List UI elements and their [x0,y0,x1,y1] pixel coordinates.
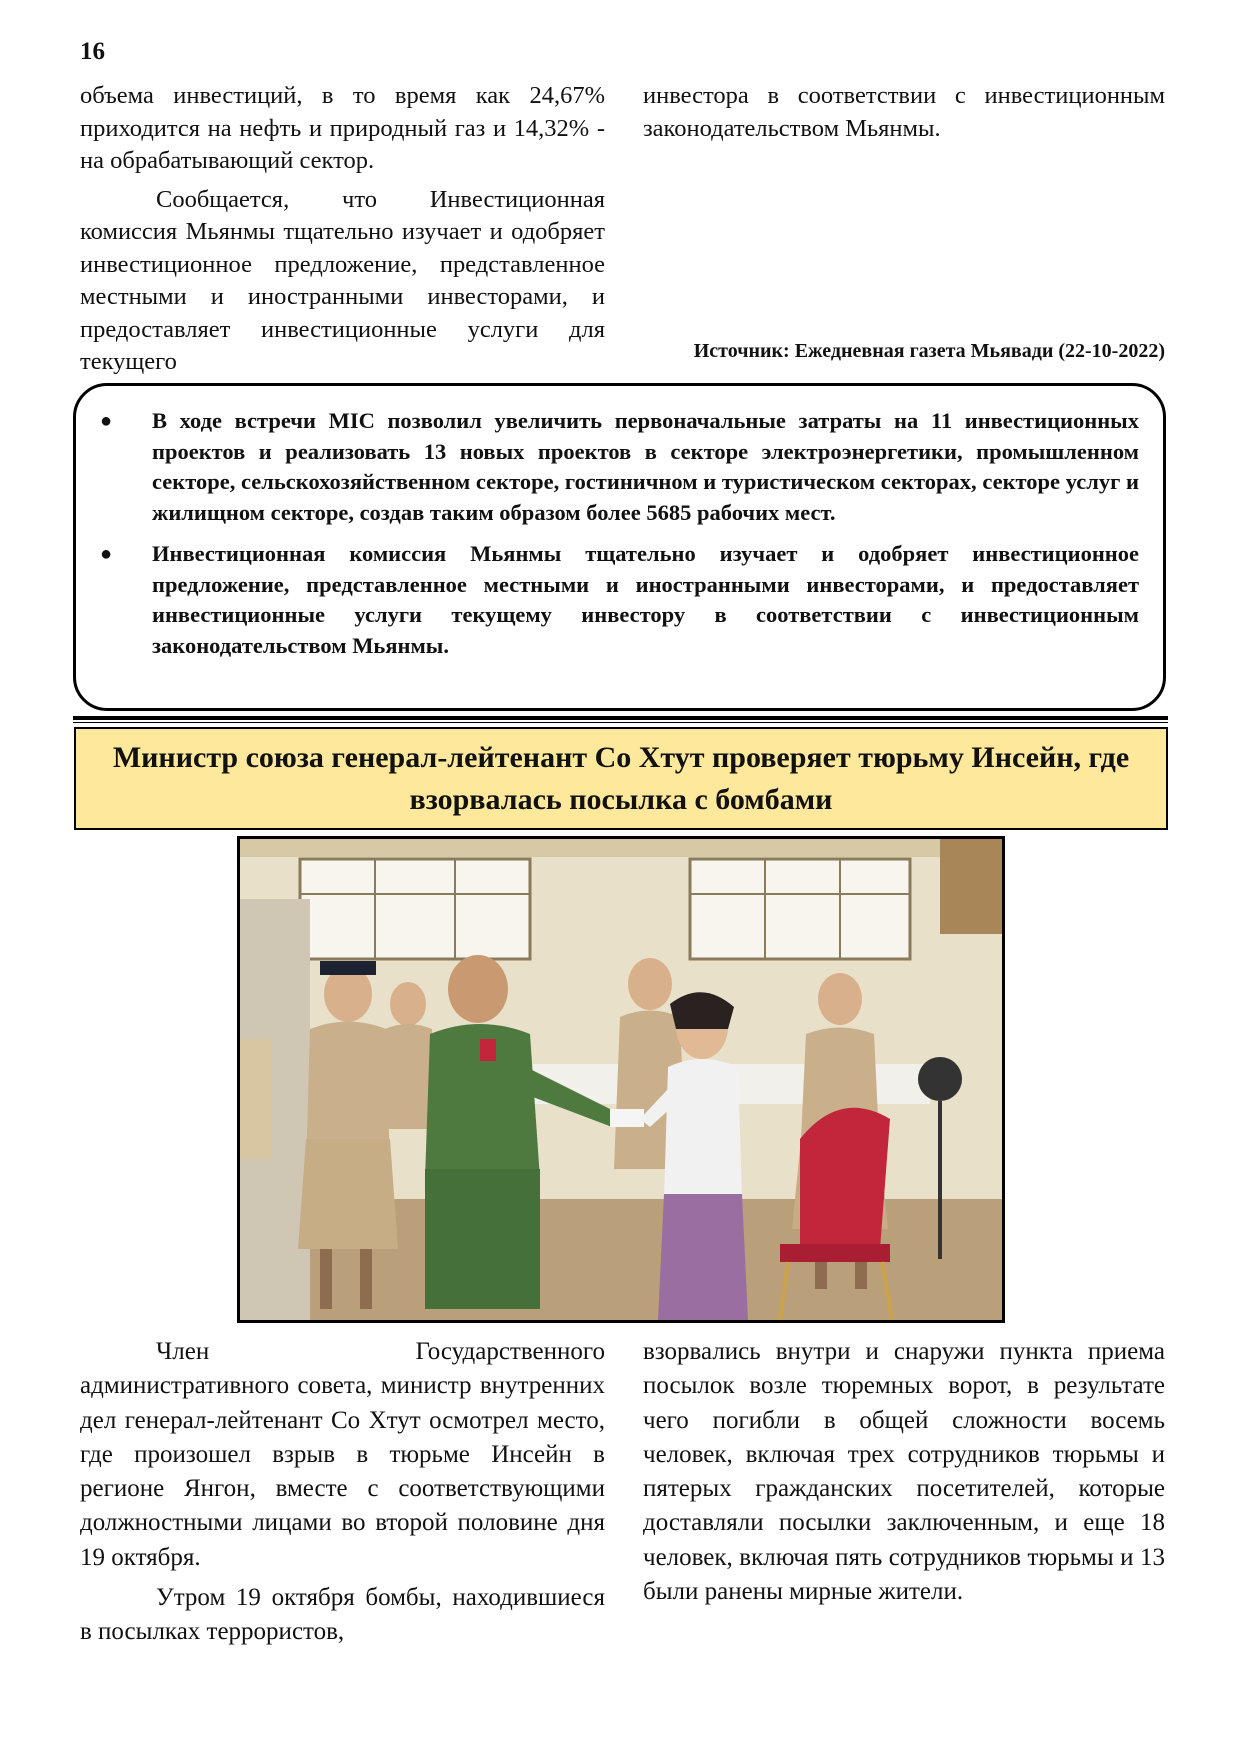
paragraph: Сообщается, что Инвестиционная комиссия Мьянмы тщательно изучает и одобряет инвестиционное предложение, представленное местными и иностранными инвесторами, и предоставляет инвестиционные услуги для текущего [80,185,605,375]
highlight-text: Инвестиционная комиссия Мьянмы тщательно изучает и одобряет инвестиционное предложение, представленное местными и иностранными инвесторами, и предоставляет инвестиционные услуги текущему инвестору в соответствии с инвестиционным законодательством Мьянмы. [152,541,1139,658]
highlights-box [73,383,1166,711]
source-line: Источник: Ежедневная газета Мьявади (22-10-2022) [693,340,1165,362]
article-headline: Министр союза генерал-лейтенант Со Хтут проверяет тюрьму Инсейн, где взорвалась посылка с бомбами [74,727,1168,830]
divider [73,722,1168,723]
divider [73,716,1168,720]
paragraph: инвестора в соответствии с инвестиционным законодательством Мьянмы. [643,82,1165,142]
paragraph: Утром 19 октября бомбы, находившиеся в посылках террористов, [80,1584,605,1646]
paragraph: объема инвестиций, в то время как 24,67% приходится на нефть и природный газ и 14,32% - на обрабатывающий сектор. [80,82,605,174]
highlight-item [100,406,1139,528]
top-right-column [643,80,1165,145]
bullet-icon: ● [100,410,113,432]
bottom-left-column [80,1335,605,1650]
highlight-item [100,539,1139,661]
paragraph: взорвались внутри и снаружи пункта приема посылок возле тюремных ворот, в результате чего погибли в общей сложности восемь человек, включая трех сотрудников тюрьмы и пятерых гражданских посетителей, которые доставляли посылки заключенным, и еще 18 человек, включая пять сотрудников тюрьмы и 13 были ранены мирные жители. [643,1338,1165,1606]
page-number: 16 [80,38,105,65]
top-left-column [80,80,605,379]
bottom-right-column [643,1335,1165,1609]
photo-illustration [240,839,1002,1320]
article-photo [237,836,1005,1323]
highlight-text: В ходе встречи MIC позволил увеличить первоначальные затраты на 11 инвестиционных проектов и реализовать 13 новых проектов в секторе электроэнергетики, промышленном секторе, сельскохозяйственном секторе, гостиничном и туристическом секторах, секторе услуг и жилищном секторе, создав таким образом более 5685 рабочих мест. [152,408,1139,525]
paragraph: Член Государственного административного совета, министр внутренних дел генерал-лейтенант Со Хтут осмотрел место, где произошел взрыв в тюрьме Инсейн в регионе Янгон, вместе с соответствующими должностными лицами во второй половине дня 19 октября. [80,1338,605,1571]
bullet-icon: ● [100,543,113,565]
highlights-list [100,406,1139,661]
